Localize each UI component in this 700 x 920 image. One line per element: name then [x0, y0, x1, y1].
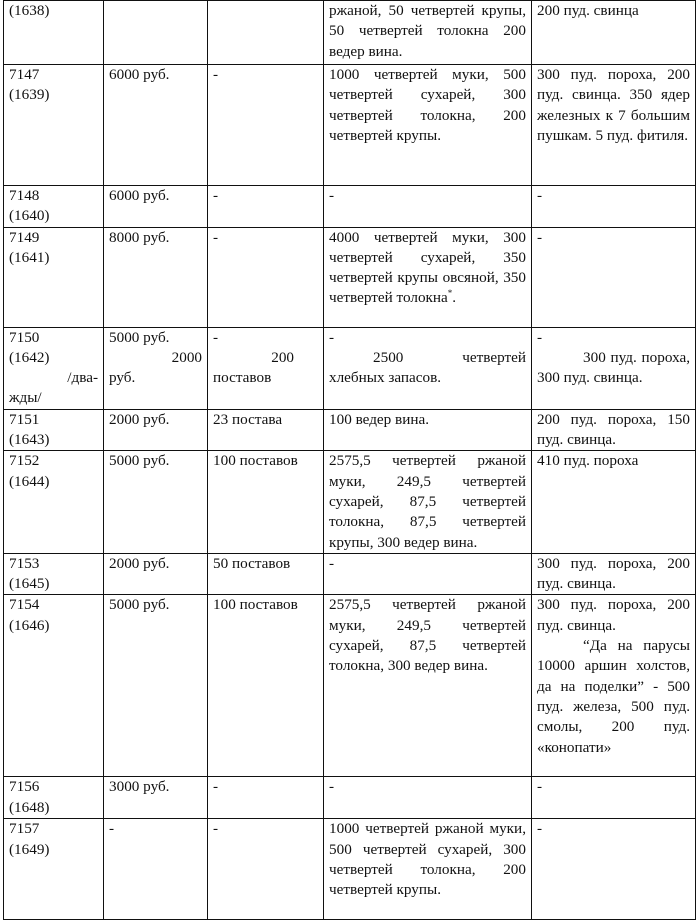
- supplies-second: 300 пуд. пороха, 300 пуд. свинца.: [537, 348, 690, 387]
- year-am: 7156: [9, 778, 40, 796]
- money-cell: 5000 руб.: [104, 595, 208, 777]
- cloth-cell: [208, 327, 324, 409]
- year-cell: [4, 65, 104, 186]
- year-cell: [4, 1, 104, 65]
- year-ad: (1649): [9, 840, 50, 858]
- money-cell: 2000 руб.: [104, 409, 208, 451]
- table-row: [4, 227, 696, 327]
- table-row: [4, 409, 696, 451]
- money-first: 5000 руб.: [109, 328, 170, 346]
- year-am: 7150: [9, 328, 40, 346]
- table-row: [4, 595, 696, 777]
- grain-cell: [324, 327, 532, 409]
- cloth-cell: -: [208, 227, 324, 327]
- table-row: [4, 777, 696, 819]
- year-cell: [4, 819, 104, 920]
- money-cell: -: [104, 819, 208, 920]
- year-ad: (1639): [9, 86, 50, 104]
- cloth-cell: 23 постава: [208, 409, 324, 451]
- supplies-cell: 410 пуд. пороха: [532, 451, 696, 553]
- supply-table: [3, 0, 696, 920]
- grain-cell: -: [324, 553, 532, 595]
- cloth-cell: -: [208, 777, 324, 819]
- grain-cell: 2575,5 четвертей ржаной муки, 249,5 четвертей сухарей, 87,5 четвертей толокна, 87,5 четвертей крупы, 300 ведер вина.: [324, 451, 532, 553]
- supplies-cell: [532, 327, 696, 409]
- cloth-cell: -: [208, 819, 324, 920]
- supplies-cell: -: [532, 227, 696, 327]
- money-cell: 5000 руб.: [104, 451, 208, 553]
- year-am: 7154: [9, 596, 40, 614]
- year-am: 7148: [9, 187, 40, 204]
- supplies-cell: 300 пуд. пороха, 200 пуд. свинца.: [532, 553, 696, 595]
- year-ad: (1642): [9, 348, 50, 366]
- cloth-first: -: [213, 328, 219, 346]
- money-cell: [104, 327, 208, 409]
- grain-cell: ржаной, 50 четвертей крупы, 50 четвертей толокна 200 ведер вина.: [324, 1, 532, 65]
- year-am: 7149: [9, 228, 40, 246]
- money-cell: 6000 руб.: [104, 65, 208, 186]
- year-ad: (1648): [9, 798, 50, 816]
- year-am: 7153: [9, 554, 40, 572]
- cloth-second: 200: [271, 348, 294, 366]
- year-cell: [4, 227, 104, 327]
- money-cell: 8000 руб.: [104, 227, 208, 327]
- grain-second: 2500 четвертей хлебных запасов.: [329, 348, 526, 387]
- footnote-mark: *: [447, 288, 453, 299]
- grain-cell: 1000 четвертей муки, 500 четвертей сухарей, 300 четвертей толокна, 200 четвертей крупы.: [324, 65, 532, 186]
- year-cell: [4, 186, 104, 228]
- cloth-second-unit: поставов: [213, 369, 272, 387]
- year-cell: [4, 777, 104, 819]
- table-row: [4, 65, 696, 186]
- grain-cell: 2575,5 четвертей ржаной муки, 249,5 четвертей сухарей, 87,5 четвертей толокна, 300 ведер вина.: [324, 595, 532, 777]
- document-page: [3, 0, 696, 917]
- year-am: 7152: [9, 452, 40, 470]
- cloth-cell: 100 поставов: [208, 451, 324, 553]
- grain-cell: -: [324, 777, 532, 819]
- money-cell: 3000 руб.: [104, 777, 208, 819]
- grain-first: -: [329, 328, 335, 346]
- year-cell: [4, 409, 104, 451]
- year-ad: (1640): [9, 207, 50, 225]
- year-am: 7157: [9, 820, 40, 838]
- supplies-cell: 200 пуд. пороха, 150 пуд. свинца.: [532, 409, 696, 451]
- grain-cell: 100 ведер вина.: [324, 409, 532, 451]
- grain-cell: 1000 четвертей ржаной муки, 500 четвертей сухарей, 300 четвертей толокна, 200 четвертей крупы.: [324, 819, 532, 920]
- year-am: 7151: [9, 410, 40, 428]
- money-cell: 2000 руб.: [104, 553, 208, 595]
- supplies-cell: -: [532, 819, 696, 920]
- year-note-cont: жды/: [9, 389, 42, 407]
- supplies-cell: -: [532, 186, 696, 228]
- supplies-quote: “Да на парусы 10000 аршин холстов, да на поделки” - 500 пуд. железа, 500 пуд. смолы, 200 пуд. «конопати»: [537, 637, 690, 756]
- cloth-cell: 100 поставов: [208, 595, 324, 777]
- year-ad: (1638): [9, 2, 50, 19]
- grain-cell: [324, 227, 532, 327]
- supplies-cell: 200 пуд. свинца: [532, 1, 696, 65]
- table-row: [4, 186, 696, 228]
- year-cell: [4, 451, 104, 553]
- table-row: [4, 327, 696, 409]
- grain-text: 4000 четвертей муки, 300 четвертей сухарей, 350 четвертей крупы овсяной, 350 четвертей толокна: [329, 228, 526, 307]
- supplies-cell: [532, 595, 696, 777]
- supplies-cell: 300 пуд. пороха, 200 пуд. свинца. 350 ядер железных к 7 большим пушкам. 5 пуд. фитиля.: [532, 65, 696, 186]
- supplies-first: 300 пуд. пороха, 200 пуд. свинца.: [537, 596, 690, 634]
- money-cell: 6000 руб.: [104, 186, 208, 228]
- table-row: [4, 819, 696, 920]
- cloth-cell: -: [208, 65, 324, 186]
- year-cell: [4, 553, 104, 595]
- table-row: [4, 451, 696, 553]
- year-cell: [4, 595, 104, 777]
- year-cell: [4, 327, 104, 409]
- money-cell: [104, 1, 208, 65]
- year-ad: (1643): [9, 431, 50, 449]
- cloth-cell: [208, 1, 324, 65]
- money-second: 2000: [171, 348, 202, 366]
- supplies-first: -: [537, 328, 543, 346]
- year-ad: (1641): [9, 248, 50, 266]
- year-ad: (1644): [9, 472, 50, 490]
- year-note: /два-: [67, 369, 98, 387]
- year-ad: (1645): [9, 575, 50, 593]
- table-row: [4, 553, 696, 595]
- year-ad: (1646): [9, 616, 50, 634]
- year-am: 7147: [9, 66, 40, 83]
- table-row: [4, 1, 696, 65]
- grain-text-end: .: [452, 289, 457, 307]
- money-second-unit: руб.: [109, 369, 136, 387]
- cloth-cell: -: [208, 186, 324, 228]
- supplies-cell: -: [532, 777, 696, 819]
- cloth-cell: 50 поставов: [208, 553, 324, 595]
- grain-cell: -: [324, 186, 532, 228]
